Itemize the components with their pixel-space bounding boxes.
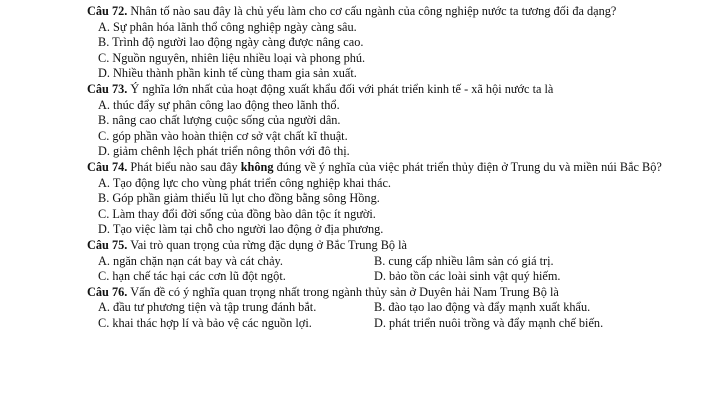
question-stem [87, 4, 687, 20]
option-a [98, 176, 687, 192]
options-list [87, 176, 687, 238]
option-text: nâng cao chất lượng cuộc sống của người dân. [112, 113, 341, 128]
question-stem [87, 238, 687, 254]
option-text: thúc đẩy sự phân công lao động theo lãnh thổ. [113, 97, 340, 112]
question-text: Vấn đề có ý nghĩa quan trọng nhất trong ngành thủy sản ở Duyên hải Nam Trung Bộ là [130, 284, 559, 299]
option-a [98, 98, 687, 114]
option-text: khai thác hợp lí và bảo vệ các nguồn lợi. [112, 315, 312, 330]
option-letter: C. [98, 315, 110, 330]
option-letter: C. [98, 206, 110, 221]
question-72 [87, 4, 687, 82]
question-text-after: đúng về ý nghĩa của việc phát triển thủy điện ở Trung du và miền núi Bắc Bộ? [276, 159, 662, 174]
option-letter: A. [98, 19, 110, 34]
option-letter: A. [98, 253, 110, 268]
option-a [98, 254, 374, 270]
question-label: Câu 73. [87, 81, 128, 96]
question-label: Câu 74. [87, 159, 128, 174]
option-text: góp phần vào hoàn thiện cơ sở vật chất kĩ thuật. [112, 128, 348, 143]
option-c [98, 129, 687, 145]
option-letter: D. [98, 66, 110, 81]
option-letter: C. [98, 269, 110, 284]
option-d [374, 269, 560, 285]
option-letter: C. [98, 128, 110, 143]
option-d [98, 222, 687, 238]
option-a [98, 20, 687, 36]
option-letter: B. [374, 253, 386, 268]
question-label: Câu 72. [87, 4, 128, 18]
option-letter: D. [374, 315, 386, 330]
option-d [98, 144, 687, 160]
option-text: giảm chênh lệch phát triển nông thôn với đô thị. [113, 144, 350, 159]
option-b [98, 113, 687, 129]
question-text-before: Phát biểu nào sau đây [130, 159, 238, 174]
option-letter: A. [98, 97, 110, 112]
options-row [87, 269, 687, 285]
option-letter: D. [98, 144, 110, 159]
options-row [87, 300, 687, 316]
option-c [98, 207, 687, 223]
option-text: bảo tồn các loài sinh vật quý hiếm. [389, 269, 561, 284]
option-b [98, 35, 687, 51]
option-letter: A. [98, 175, 110, 190]
question-stem [87, 160, 687, 176]
question-text-emphasis: không [240, 159, 274, 174]
option-text: đầu tư phương tiện và tập trung đánh bắt. [113, 300, 317, 315]
option-c [98, 316, 374, 332]
question-stem [87, 82, 687, 98]
option-c [98, 269, 374, 285]
option-letter: B. [98, 113, 110, 128]
option-text: Làm thay đổi đời sống của đồng bào dân tộc ít người. [112, 206, 376, 221]
option-text: Tạo việc làm tại chỗ cho người lao động ở địa phương. [112, 222, 384, 237]
option-b [374, 300, 590, 316]
option-text: cung cấp nhiều lâm sản có giá trị. [388, 253, 554, 268]
option-text: Tạo động lực cho vùng phát triển công nghiệp khai thác. [112, 175, 391, 190]
question-text: Nhân tố nào sau đây là chủ yếu làm cho cơ cấu ngành của công nghiệp nước ta tương đối đa dạng? [130, 4, 617, 18]
option-c [98, 51, 687, 67]
option-d [374, 316, 603, 332]
option-b [98, 191, 687, 207]
option-b [374, 254, 554, 270]
question-label: Câu 76. [87, 284, 128, 299]
question-74 [87, 160, 687, 238]
option-letter: C. [98, 50, 110, 65]
option-text: Sự phân hóa lãnh thổ công nghiệp ngày càng sâu. [113, 19, 357, 34]
option-letter: B. [98, 191, 110, 206]
option-text: Góp phần giảm thiểu lũ lụt cho đồng bằng sông Hồng. [112, 191, 380, 206]
option-text: Nhiều thành phần kinh tế cùng tham gia sản xuất. [113, 66, 357, 81]
option-letter: A. [98, 300, 110, 315]
question-text: Vai trò quan trọng của rừng đặc dụng ở Bắc Trung Bộ là [130, 237, 408, 252]
option-text: ngăn chặn nạn cát bay và cát chảy. [113, 253, 283, 268]
option-d [98, 66, 687, 82]
question-76 [87, 285, 687, 332]
option-text: hạn chế tác hại các cơn lũ đột ngột. [112, 269, 286, 284]
option-letter: D. [98, 222, 110, 237]
option-letter: B. [374, 300, 386, 315]
options-list [87, 98, 687, 160]
question-73 [87, 82, 687, 160]
option-text: Trình độ người lao động ngày càng được nâng cao. [112, 35, 364, 50]
question-label: Câu 75. [87, 237, 128, 252]
option-letter: D. [374, 269, 386, 284]
options-list [87, 20, 687, 82]
option-letter: B. [98, 35, 110, 50]
options-row [87, 254, 687, 270]
options-row [87, 316, 687, 332]
question-text: Ý nghĩa lớn nhất của hoạt động xuất khẩu đối với phát triển kinh tế - xã hội nước ta là [130, 81, 554, 96]
exam-document [87, 4, 687, 331]
option-text: Nguồn nguyên, nhiên liệu nhiều loại và phong phú. [112, 50, 366, 65]
option-a [98, 300, 374, 316]
question-stem [87, 285, 687, 301]
question-75 [87, 238, 687, 285]
option-text: đào tạo lao động và đẩy mạnh xuất khẩu. [388, 300, 591, 315]
option-text: phát triển nuôi trồng và đẩy mạnh chế biến. [389, 315, 604, 330]
